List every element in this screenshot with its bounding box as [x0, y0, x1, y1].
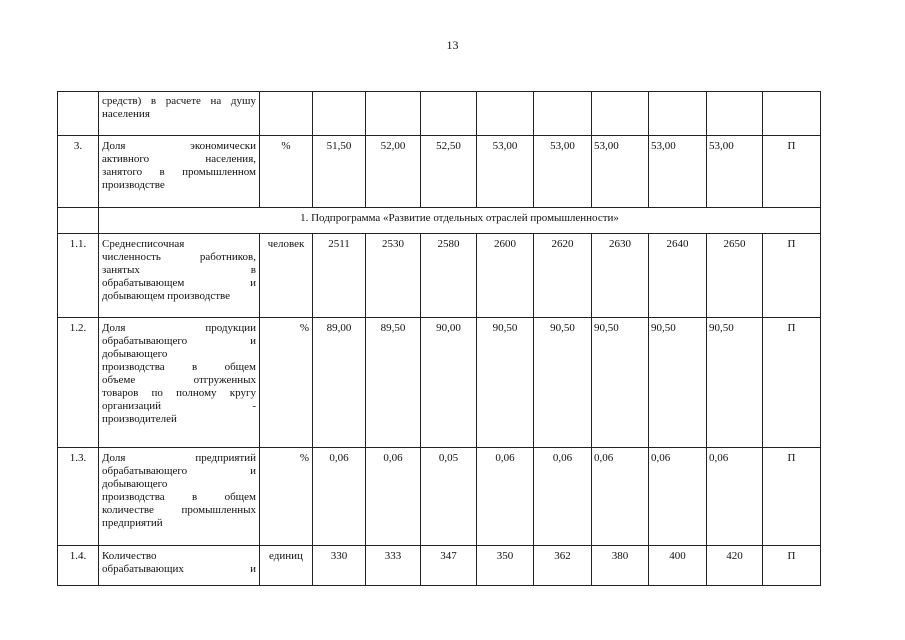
- value-cell: [421, 92, 477, 136]
- value-cell: 53,00: [592, 136, 649, 208]
- value-cell: 53,00: [707, 136, 763, 208]
- unit-cell: [260, 92, 313, 136]
- value-cell: 53,00: [534, 136, 592, 208]
- value-cell: 380: [592, 546, 649, 586]
- unit-cell: %: [260, 136, 313, 208]
- value-cell: 0,06: [313, 448, 366, 546]
- indicator-name-cell: [99, 448, 260, 546]
- value-cell: [649, 92, 707, 136]
- table-row: [58, 234, 821, 318]
- value-cell: [592, 92, 649, 136]
- indicator-name-line: добывающем производстве: [102, 290, 231, 302]
- source-cell: П: [763, 448, 821, 546]
- indicator-name-line: Доля экономически: [102, 140, 256, 152]
- indicator-name-line: производства в общем: [102, 491, 256, 503]
- indicator-name-line: предприятий: [102, 517, 163, 529]
- value-cell: 2640: [649, 234, 707, 318]
- value-cell: 89,50: [366, 318, 421, 448]
- indicator-name-line: населения: [102, 108, 150, 120]
- value-cell: 347: [421, 546, 477, 586]
- value-cell: 51,50: [313, 136, 366, 208]
- indicator-name-cell: [99, 92, 260, 136]
- value-cell: 0,06: [366, 448, 421, 546]
- value-cell: 2580: [421, 234, 477, 318]
- indicator-name-line: Доля предприятий: [102, 452, 256, 464]
- indicator-name-line: численность работников,: [102, 251, 256, 263]
- table-row: [58, 92, 821, 136]
- value-cell: 90,50: [534, 318, 592, 448]
- value-cell: [477, 92, 534, 136]
- row-number-cell: [58, 92, 99, 136]
- value-cell: 0,06: [534, 448, 592, 546]
- indicator-name-cell: [99, 546, 260, 586]
- row-number-cell: 3.: [58, 136, 99, 208]
- value-cell: 52,00: [366, 136, 421, 208]
- indicator-name-line: организаций -: [102, 400, 256, 412]
- value-cell: 362: [534, 546, 592, 586]
- unit-cell: %: [260, 448, 313, 546]
- value-cell: 90,50: [649, 318, 707, 448]
- table-row: [58, 208, 821, 234]
- source-cell: П: [763, 234, 821, 318]
- value-cell: 0,05: [421, 448, 477, 546]
- indicator-name-line: Доля продукции: [102, 322, 256, 334]
- value-cell: 2650: [707, 234, 763, 318]
- indicator-name-line: обрабатывающего и: [102, 465, 256, 477]
- unit-cell: человек: [260, 234, 313, 318]
- value-cell: 53,00: [477, 136, 534, 208]
- indicator-name-cell: [99, 234, 260, 318]
- value-cell: 400: [649, 546, 707, 586]
- value-cell: [707, 92, 763, 136]
- value-cell: 2530: [366, 234, 421, 318]
- indicator-name-line: обрабатывающем и: [102, 277, 256, 289]
- table-row: [58, 136, 821, 208]
- indicator-name-line: количестве промышленных: [102, 504, 256, 516]
- indicator-name-line: добывающего: [102, 478, 168, 490]
- value-cell: 89,00: [313, 318, 366, 448]
- row-number-cell: 1.1.: [58, 234, 99, 318]
- indicator-name-line: производстве: [102, 179, 165, 191]
- indicator-name-line: производителей: [102, 413, 177, 425]
- indicator-name-line: обрабатывающих и: [102, 563, 256, 575]
- source-cell: [763, 92, 821, 136]
- indicators-table: [57, 91, 821, 586]
- value-cell: 90,50: [477, 318, 534, 448]
- value-cell: 330: [313, 546, 366, 586]
- row-number-cell: 1.3.: [58, 448, 99, 546]
- indicator-name-line: обрабатывающего и: [102, 335, 256, 347]
- value-cell: [534, 92, 592, 136]
- indicator-name-line: объеме отгруженных: [102, 374, 256, 386]
- indicator-name-line: добывающего: [102, 348, 168, 360]
- subprogram-title: 1. Подпрограмма «Развитие отдельных отраслей промышленности»: [99, 208, 821, 234]
- table-body: [58, 92, 821, 586]
- indicator-name-line: активного населения,: [102, 153, 256, 165]
- indicator-name-line: Количество: [102, 550, 157, 562]
- value-cell: 90,50: [707, 318, 763, 448]
- value-cell: 2630: [592, 234, 649, 318]
- value-cell: 0,06: [649, 448, 707, 546]
- value-cell: 90,50: [592, 318, 649, 448]
- indicator-name-line: Среднесписочная: [102, 238, 185, 250]
- source-cell: П: [763, 318, 821, 448]
- page-number: 13: [446, 38, 459, 52]
- source-cell: П: [763, 136, 821, 208]
- indicator-name-line: товаров по полному кругу: [102, 387, 256, 399]
- value-cell: 52,50: [421, 136, 477, 208]
- value-cell: 2620: [534, 234, 592, 318]
- value-cell: 0,06: [592, 448, 649, 546]
- source-cell: П: [763, 546, 821, 586]
- value-cell: 53,00: [649, 136, 707, 208]
- value-cell: 333: [366, 546, 421, 586]
- table-row: [58, 546, 821, 586]
- value-cell: 90,00: [421, 318, 477, 448]
- row-number-cell: 1.4.: [58, 546, 99, 586]
- indicator-name-cell: [99, 318, 260, 448]
- unit-cell: %: [260, 318, 313, 448]
- row-number-cell: [58, 208, 99, 234]
- value-cell: [366, 92, 421, 136]
- table-row: [58, 318, 821, 448]
- value-cell: 350: [477, 546, 534, 586]
- value-cell: 420: [707, 546, 763, 586]
- indicator-name-line: средств) в расчете на душу: [102, 95, 256, 107]
- indicator-name-line: занятых в: [102, 264, 256, 276]
- value-cell: 0,06: [707, 448, 763, 546]
- unit-cell: единиц: [260, 546, 313, 586]
- row-number-cell: 1.2.: [58, 318, 99, 448]
- indicator-name-line: занятого в промышленном: [102, 166, 256, 178]
- indicator-name-line: производства в общем: [102, 361, 256, 373]
- table-row: [58, 448, 821, 546]
- value-cell: 0,06: [477, 448, 534, 546]
- indicator-name-cell: [99, 136, 260, 208]
- value-cell: [313, 92, 366, 136]
- value-cell: 2600: [477, 234, 534, 318]
- value-cell: 2511: [313, 234, 366, 318]
